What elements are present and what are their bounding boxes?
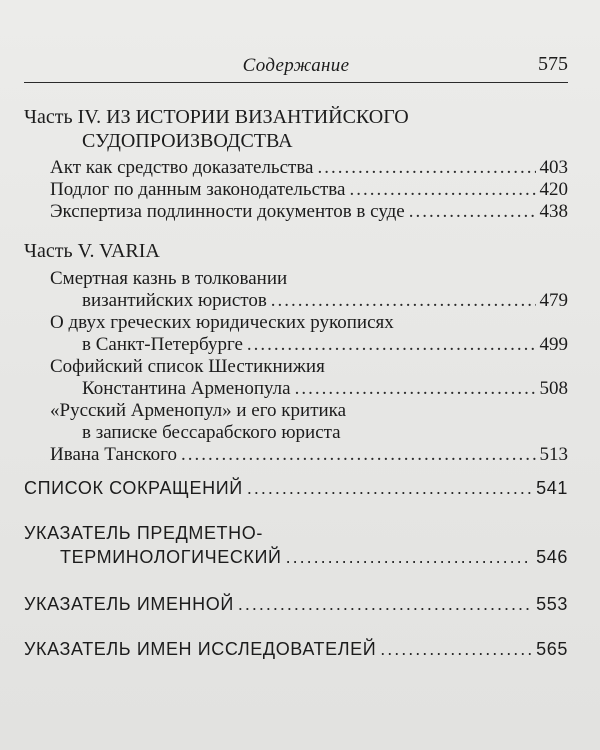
toc-entry-page: 403: [539, 157, 568, 178]
toc-entry[interactable]: [50, 444, 568, 466]
toc-entry-line1[interactable]: Смертная казнь в толковании: [50, 268, 288, 289]
toc-entry[interactable]: [82, 334, 568, 356]
part-v-heading: Часть V. VARIA: [24, 240, 160, 262]
running-header: [24, 52, 568, 83]
leader-dots: [181, 444, 536, 466]
part-iv-heading: [24, 106, 409, 128]
leader-dots: [380, 638, 532, 660]
leader-dots: [271, 290, 536, 312]
toc-section[interactable]: [24, 477, 568, 499]
toc-section-page: 553: [536, 594, 568, 614]
leader-dots: [247, 334, 536, 356]
toc-entry-title: византийских юристов: [82, 290, 267, 311]
header-title: Содержание: [242, 55, 350, 76]
leader-dots: [295, 378, 536, 400]
toc-entry-title: в Санкт-Петербурге: [82, 334, 243, 355]
toc-entry-page: 513: [539, 444, 568, 465]
leader-dots: [318, 157, 536, 179]
toc-section-title: УКАЗАТЕЛЬ ИМЕН ИССЛЕДОВАТЕЛЕЙ: [24, 639, 377, 659]
toc-entry-page: 508: [539, 378, 568, 399]
toc-entry-line1[interactable]: «Русский Арменопул» и его критика: [50, 400, 347, 421]
toc-section-page: 565: [536, 639, 568, 659]
toc-entry-title: Акт как средство доказательства: [50, 157, 314, 178]
toc-entry-line1[interactable]: Софийский список Шестикнижия: [50, 356, 325, 377]
leader-dots: [238, 593, 532, 615]
toc-section-title: СПИСОК СОКРАЩЕНИЙ: [24, 478, 243, 498]
toc-section-title: ТЕРМИНОЛОГИЧЕСКИЙ: [60, 547, 282, 567]
leader-dots: [409, 201, 536, 223]
toc-entry[interactable]: [50, 201, 568, 223]
toc-entry-page: 479: [539, 290, 568, 311]
toc-section[interactable]: [24, 638, 568, 660]
toc-entry[interactable]: [50, 157, 568, 179]
toc-section-page: 546: [536, 547, 568, 567]
leader-dots: [247, 477, 532, 499]
part-iv-heading-line2: СУДОПРОИЗВОДСТВА: [82, 130, 293, 152]
toc-entry-title: Экспертиза подлинности документов в суде: [50, 201, 405, 222]
toc-entry[interactable]: [82, 378, 568, 400]
toc-entry-title: Ивана Танского: [50, 444, 177, 465]
toc-entry-line1[interactable]: О двух греческих юридических рукописях: [50, 312, 394, 333]
leader-dots: [349, 179, 535, 201]
toc-section-title-line1[interactable]: УКАЗАТЕЛЬ ПРЕДМЕТНО-: [24, 523, 263, 543]
toc-entry-line2[interactable]: в записке бессарабского юриста: [82, 422, 341, 443]
header-page-number: 575: [538, 53, 568, 75]
toc-entry-title: Константина Арменопула: [82, 378, 291, 399]
toc-entry-title: Подлог по данным законодательства: [50, 179, 346, 200]
toc-section[interactable]: [24, 593, 568, 615]
toc-entry-page: 499: [539, 334, 568, 355]
toc-section-page: 541: [536, 478, 568, 498]
toc-entry-page: 438: [539, 201, 568, 222]
toc-section-title: УКАЗАТЕЛЬ ИМЕННОЙ: [24, 594, 234, 614]
part-iv-heading-line1: Часть IV. ИЗ ИСТОРИИ ВИЗАНТИЙСКОГО: [24, 106, 409, 128]
leader-dots: [286, 546, 533, 568]
toc-entry[interactable]: [82, 290, 568, 312]
toc-section[interactable]: [60, 546, 568, 568]
toc-entry-page: 420: [539, 179, 568, 200]
toc-entry[interactable]: [50, 179, 568, 201]
